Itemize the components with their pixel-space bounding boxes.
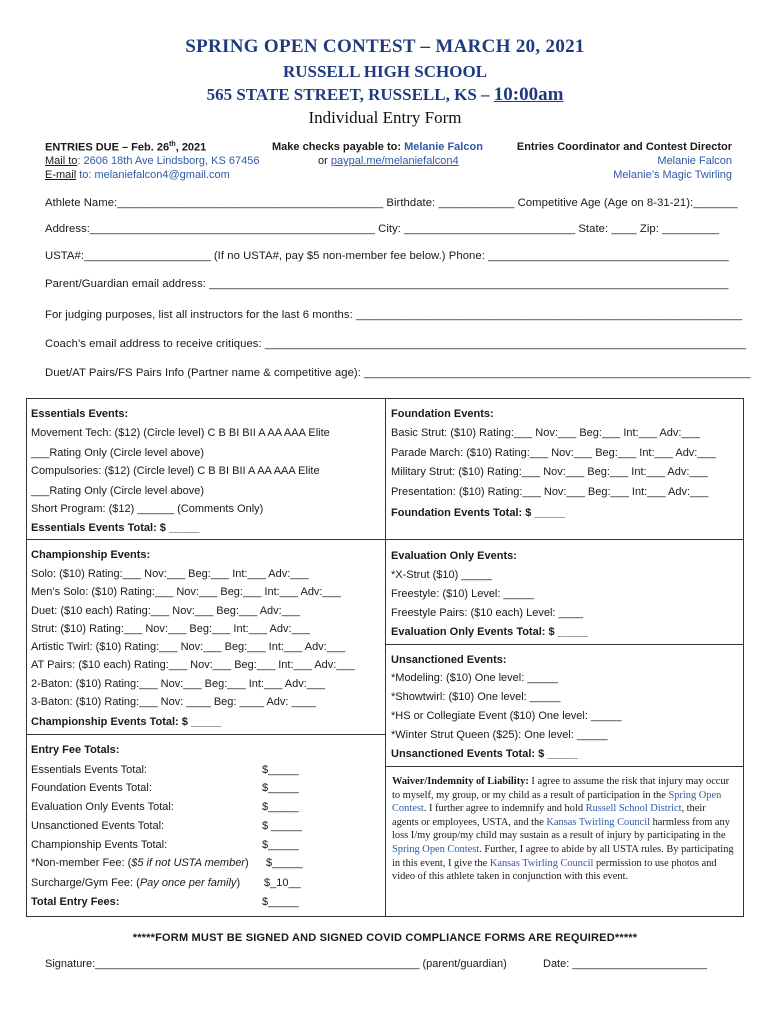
compulsories[interactable]: Compulsories: ($12) (Circle level) C B BI BII A AA AAA Elite [31, 465, 320, 477]
fee-value-unsanctioned[interactable]: $ _____ [262, 820, 302, 832]
usta-field[interactable]: USTA#:____________________ (If no USTA#, pay $5 non-member fee below.) Phone: ______________________________________ [45, 250, 729, 262]
showtwirl[interactable]: *Showtwirl: ($10) One level: _____ [391, 691, 561, 703]
waiver-title: Waiver/Indemnity of Liability: [392, 776, 529, 787]
essentials-total[interactable]: Essentials Events Total: $ _____ [31, 522, 200, 534]
fee-label-total: Total Entry Fees: [31, 896, 120, 908]
mens-solo[interactable]: Men’s Solo: ($10) Rating:___ Nov:___ Beg:___ Int:___ Adv:___ [31, 586, 341, 598]
contest-address [0, 84, 770, 106]
three-baton[interactable]: 3-Baton: ($10) Rating:___ Nov: ____ Beg: ____ Adv: ____ [31, 696, 316, 708]
movement-rating-only[interactable]: ___Rating Only (Circle level above) [31, 447, 205, 459]
coordinator-name: Melanie Falcon [657, 155, 732, 167]
paypal-link[interactable]: paypal.me/melaniefalcon4 [330, 155, 459, 167]
essentials-header: Essentials Events: [31, 408, 129, 420]
coordinator-org: Melanie’s Magic Twirling [613, 169, 732, 181]
fees-header: Entry Fee Totals: [31, 744, 120, 756]
presentation[interactable]: Presentation: ($10) Rating:___ Nov:___ Beg:___ Int:___ Adv:___ [391, 486, 709, 498]
coach-email-field[interactable]: Coach’s email address to receive critiques: ____________________________________________________________________________ [45, 338, 747, 350]
freestyle-pairs[interactable]: Freestyle Pairs: ($10 each) Level: ____ [391, 607, 583, 619]
signature-field[interactable]: Signature:_____________________________________________________ (parent/guardian) [45, 958, 507, 970]
fee-value-essentials[interactable]: $_____ [262, 764, 299, 776]
x-strut[interactable]: *X-Strut ($10) _____ [391, 569, 492, 581]
row-divider [26, 539, 385, 540]
fee-value-championship[interactable]: $_____ [262, 839, 299, 851]
basic-strut[interactable]: Basic Strut: ($10) Rating:___ Nov:___ Beg:___ Int:___ Adv:___ [391, 427, 700, 439]
instructors-field[interactable]: For judging purposes, list all instructors for the last 6 months: _____________________________________________________________ [45, 309, 743, 321]
two-baton[interactable]: 2-Baton: ($10) Rating:___ Nov:___ Beg:___ Int:___ Adv:___ [31, 678, 326, 690]
non-member-text: *Non-member Fee: ($5 if not USTA member) [31, 857, 249, 869]
compulsories-rating-only[interactable]: ___Rating Only (Circle level above) [31, 485, 205, 497]
fee-label-unsanctioned: Unsanctioned Events Total: [31, 820, 165, 832]
unsanctioned-header: Unsanctioned Events: [391, 654, 507, 666]
fee-value-total[interactable]: $_____ [262, 896, 299, 908]
strut[interactable]: Strut: ($10) Rating:___ Nov:___ Beg:___ Int:___ Adv:___ [31, 623, 310, 635]
movement-tech[interactable]: Movement Tech: ($12) (Circle level) C B BI BII A AA AAA Elite [31, 427, 330, 439]
fee-value-evaluation[interactable]: $_____ [262, 801, 299, 813]
row-divider [385, 644, 744, 645]
duet[interactable]: Duet: ($10 each) Rating:___ Nov:___ Beg:___ Adv:___ [31, 605, 301, 617]
coordinator-title: Entries Coordinator and Contest Director [516, 141, 732, 153]
fee-value-surcharge[interactable]: $_10__ [264, 877, 301, 889]
hs-collegiate-event[interactable]: *HS or Collegiate Event ($10) One level: _____ [391, 710, 622, 722]
checks-payable: Make checks payable to: Melanie Falcon [272, 141, 483, 153]
address-text: 565 STATE STREET, RUSSELL, KS – [206, 85, 494, 104]
fee-label-championship: Championship Events Total: [31, 839, 168, 851]
solo[interactable]: Solo: ($10) Rating:___ Nov:___ Beg:___ Int:___ Adv:___ [31, 568, 309, 580]
championship-total[interactable]: Championship Events Total: $ _____ [31, 716, 222, 728]
waiver-text: Waiver/Indemnity of Liability: I agree to assume the risk that injury may occur to myself, my group, or my child as a result of participation in the Spring Open Contest. I further agree to indemnify and hold Russell School District, their agents or employees, USTA, and the Kansas Twirling Council harmless from any loss I/my group/my child may sustain as a result of injury by participating in the Spring Open Contest. Further, I agree to abide by all USTA rules. By participating in this event, I give the Kansas Twirling Council permission to use photos and video of this athlete taken in conjunction with this event. [392, 776, 734, 883]
winter-strut-queen[interactable]: *Winter Strut Queen ($25): One level: _____ [391, 729, 608, 741]
fee-label-non-member [31, 857, 249, 869]
address-field[interactable]: Address:_____________________________________________ City: ___________________________ State: ____ Zip: _________ [45, 223, 720, 235]
column-divider [385, 398, 386, 917]
artistic-twirl[interactable]: Artistic Twirl: ($10) Rating:___ Nov:___ Beg:___ Int:___ Adv:___ [31, 641, 346, 653]
mail-to: Mail to: 2606 18th Ave Lindsborg, KS 67456 [45, 155, 260, 167]
form-name: Individual Entry Form [308, 108, 462, 127]
modeling[interactable]: *Modeling: ($10) One level: _____ [391, 672, 558, 684]
contest-title: SPRING OPEN CONTEST – MARCH 20, 2021 [185, 36, 585, 57]
foundation-header: Foundation Events: [391, 408, 494, 420]
short-program[interactable]: Short Program: ($12) ______ (Comments Only) [31, 503, 264, 515]
fee-label-evaluation: Evaluation Only Events Total: [31, 801, 174, 813]
row-divider [385, 766, 744, 767]
paypal-line: or paypal.me/melaniefalcon4 [318, 155, 459, 167]
fee-label-foundation: Foundation Events Total: [31, 782, 152, 794]
fee-value-non-member[interactable]: $_____ [266, 857, 303, 869]
at-pairs[interactable]: AT Pairs: ($10 each) Rating:___ Nov:___ Beg:___ Int:___ Adv:___ [31, 659, 355, 671]
fee-label-essentials: Essentials Events Total: [31, 764, 147, 776]
partner-info-field[interactable]: Duet/AT Pairs/FS Pairs Info (Partner name & competitive age): _____________________________________________________________ [45, 367, 751, 379]
entries-due: ENTRIES DUE – Feb. 26th, 2021 [45, 141, 207, 154]
fee-value-foundation[interactable]: $_____ [262, 782, 299, 794]
freestyle[interactable]: Freestyle: ($10) Level: _____ [391, 588, 535, 600]
row-divider [26, 734, 385, 735]
parent-email-field[interactable]: Parent/Guardian email address: __________________________________________________________________________________ [45, 278, 729, 290]
athlete-name-field[interactable]: Athlete Name:__________________________________________ Birthdate: ____________ Competitive Age (Age on 8-31-21):_______ [45, 197, 738, 209]
evaluation-total[interactable]: Evaluation Only Events Total: $ _____ [391, 626, 589, 638]
evaluation-header: Evaluation Only Events: [391, 550, 517, 562]
foundation-total[interactable]: Foundation Events Total: $ _____ [391, 507, 565, 519]
parade-march[interactable]: Parade March: ($10) Rating:___ Nov:___ Beg:___ Int:___ Adv:___ [391, 447, 716, 459]
contest-time: 10:00am [493, 84, 564, 105]
school-name: RUSSELL HIGH SCHOOL [282, 62, 488, 81]
military-strut[interactable]: Military Strut: ($10) Rating:___ Nov:___ Beg:___ Int:___ Adv:___ [391, 466, 708, 478]
row-divider [385, 539, 744, 540]
email-to: E-mail to: melaniefalcon4@gmail.com [45, 169, 230, 181]
date-field[interactable]: Date: ______________________ [543, 958, 707, 970]
championship-header: Championship Events: [31, 549, 151, 561]
unsanctioned-total[interactable]: Unsanctioned Events Total: $ _____ [391, 748, 578, 760]
fee-label-surcharge: Surcharge/Gym Fee: (Pay once per family) [31, 877, 241, 889]
signature-notice: *****FORM MUST BE SIGNED AND SIGNED COVID COMPLIANCE FORMS ARE REQUIRED***** [132, 932, 638, 944]
